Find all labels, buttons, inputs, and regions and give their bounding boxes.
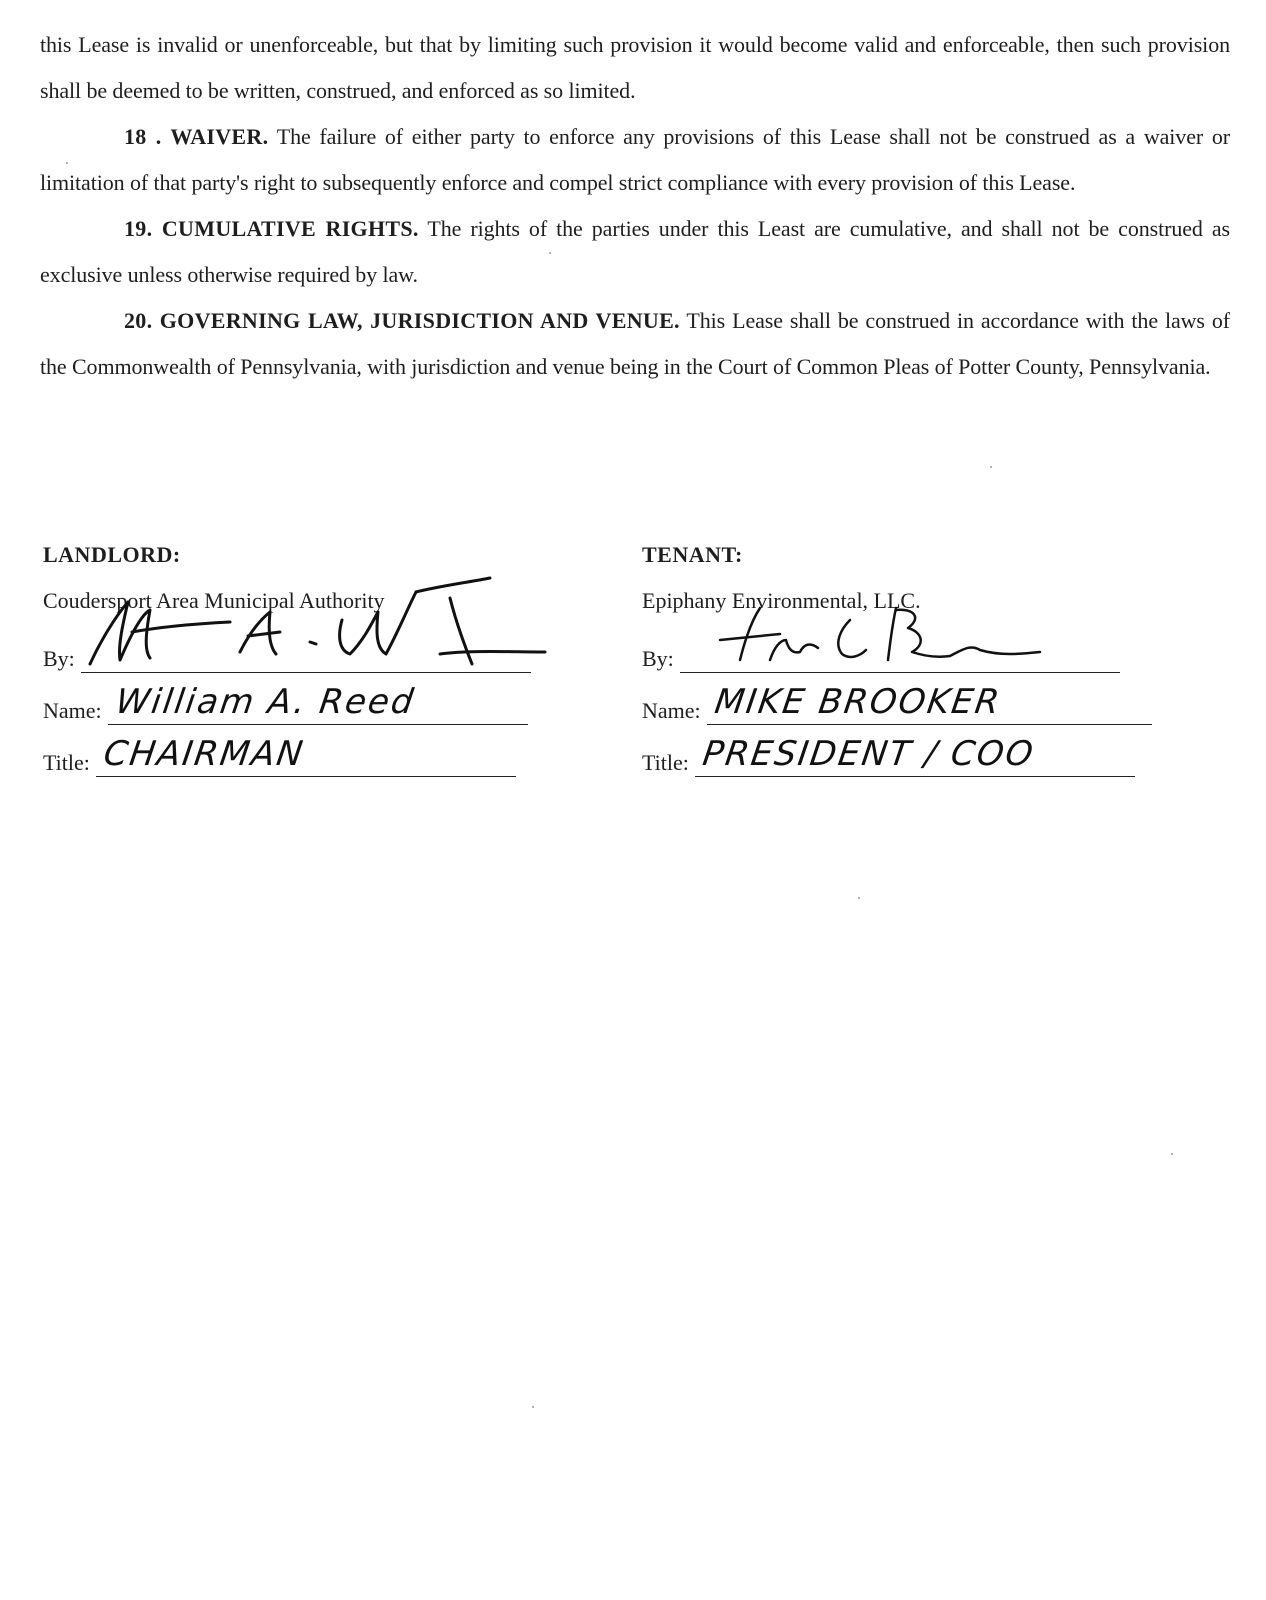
landlord-signature-block <box>43 535 563 777</box>
tenant-title-label: Title: <box>642 750 689 775</box>
tenant-name-line <box>707 684 1152 725</box>
paragraph-18-heading: 18 . WAIVER. <box>124 124 269 149</box>
paragraph-19-cumulative-rights <box>40 206 1230 298</box>
tenant-name-handwritten: MIKE BROOKER <box>711 682 1004 722</box>
lease-body-text <box>40 22 1230 390</box>
landlord-by-row <box>43 621 563 673</box>
paragraph-20-text: This Lease shall be construed in accordance with the laws of the Commonwealth of Pennsylvania, with jurisdiction and venue being in the Court of Common Pleas of Potter County, Pennsylvania. <box>40 308 1230 379</box>
landlord-name-label: Name: <box>43 698 102 723</box>
landlord-signature-line <box>81 632 531 673</box>
paragraph-20-heading: 20. GOVERNING LAW, JURISDICTION AND VENUE. <box>124 308 680 333</box>
tenant-name-row <box>642 673 1162 725</box>
landlord-title-handwritten: CHAIRMAN <box>101 734 307 774</box>
landlord-name-line <box>108 684 528 725</box>
paragraph-18-waiver <box>40 114 1230 206</box>
paragraph-19-text: The rights of the parties under this Least are cumulative, and shall not be construed as exclusive unless otherwise required by law. <box>40 216 1230 287</box>
landlord-by-label: By: <box>43 646 75 671</box>
tenant-by-row <box>642 621 1162 673</box>
paragraph-continuation <box>40 22 1230 114</box>
tenant-title-handwritten: PRESIDENT / COO <box>700 734 1038 774</box>
landlord-title-label: Title: <box>43 750 90 775</box>
landlord-title-row <box>43 725 563 777</box>
landlord-name-handwritten: William A. Reed <box>112 682 418 722</box>
tenant-title-row <box>642 725 1162 777</box>
paragraph-continuation-text: this Lease is invalid or unenforceable, but that by limiting such provision it would become valid and enforceable, then such provision shall be deemed to be written, construed, and enforced as so limited. <box>40 32 1230 103</box>
tenant-signature-block <box>642 535 1162 777</box>
tenant-label: TENANT: <box>642 542 743 567</box>
landlord-label: LANDLORD: <box>43 542 181 567</box>
paragraph-18-text: The failure of either party to enforce any provisions of this Lease shall not be construed as a waiver or limitation of that party's right to subsequently enforce and compel strict compliance with every provision of this Lease. <box>40 124 1230 195</box>
tenant-signature-line <box>680 632 1120 673</box>
landlord-title-line <box>96 736 516 777</box>
tenant-by-label: By: <box>642 646 674 671</box>
tenant-name-label: Name: <box>642 698 701 723</box>
paragraph-20-governing-law <box>40 298 1230 390</box>
tenant-title-line <box>695 736 1135 777</box>
paragraph-19-heading: 19. CUMULATIVE RIGHTS. <box>124 216 419 241</box>
landlord-name-row <box>43 673 563 725</box>
tenant-entity-name: Epiphany Environmental, LLC. <box>642 588 921 613</box>
landlord-entity-name: Coudersport Area Municipal Authority <box>43 588 385 613</box>
